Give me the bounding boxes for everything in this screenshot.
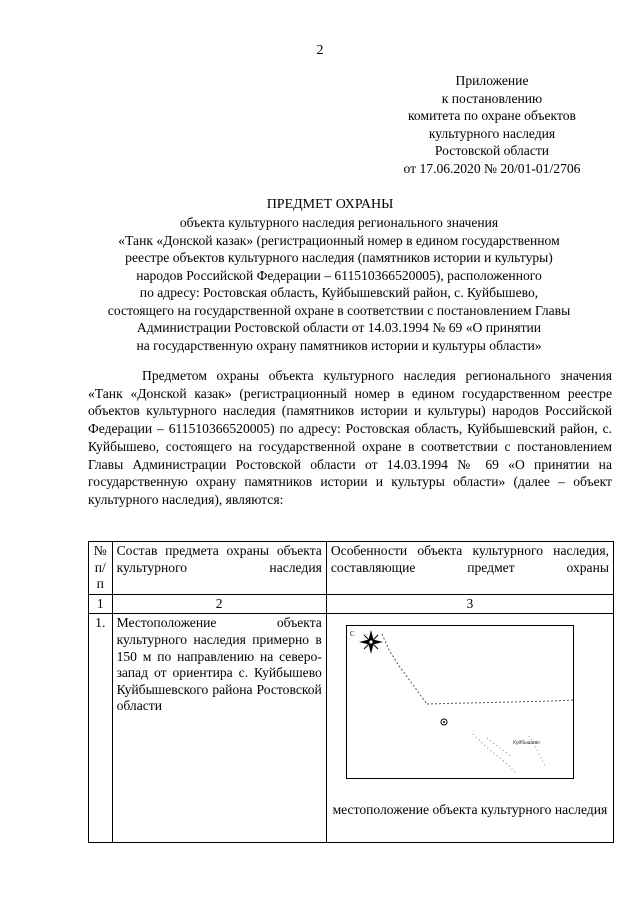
body-paragraph: Предметом охраны объекта культурного наследия регионального значения «Танк «Донской казак» (регистрационный номер в едином государственном реестре объектов культурного наследия (памятников истории и культуры) народов Российской Федерации – 611510366520005) по адресу: Ростовская область, Куйбышевский район, с. Куйбышево, состоящего на государственной охране в соответствии с постановлением Главы Администрации Ростовской области от 14.03.1994 № 69 «О принятии на государственную охрану памятников истории и культуры области» (далее – объект культурного наследия), являются: xyxy=(88,368,612,507)
row-number: 1. xyxy=(89,614,113,843)
subtitle-line: народов Российской Федерации – 611510366520005), расположенного xyxy=(136,267,542,283)
place-label: Куйбышево xyxy=(512,740,540,747)
appendix-line: от 17.06.2020 № 20/01-01/2706 xyxy=(403,160,581,176)
road-line xyxy=(487,738,511,756)
location-map xyxy=(346,625,574,779)
subtitle-line: на государственную охрану памятников истории и культуры области» xyxy=(136,337,542,353)
document-heading: ПРЕДМЕТ ОХРАНЫ xyxy=(266,197,394,212)
appendix-line: комитета по охране объектов xyxy=(408,108,576,123)
column-number: 3 xyxy=(326,594,613,614)
road-line xyxy=(382,634,427,704)
row-features xyxy=(326,614,613,843)
subtitle-line: Администрации Ростовской области от 14.03.1994 № 69 «О принятии xyxy=(136,320,542,335)
document-subtitle xyxy=(88,214,590,354)
appendix-line: к постановлению xyxy=(441,90,543,106)
appendix-block xyxy=(392,72,592,177)
road-line xyxy=(473,734,517,774)
table-column-numbers-row xyxy=(89,594,614,614)
page-number: 2 xyxy=(316,43,324,58)
map-caption: местоположение объекта культурного наследия xyxy=(332,802,608,818)
monument-marker-icon xyxy=(441,719,447,725)
subtitle-line: реестре объектов культурного наследия (памятников истории и культуры) xyxy=(125,250,553,265)
protection-subject-table xyxy=(88,541,614,843)
subtitle-line: по адресу: Ростовская область, Куйбышевский район, с. Куйбышево, xyxy=(139,285,539,300)
appendix-line: культурного наследия xyxy=(428,125,556,141)
road-line xyxy=(427,700,573,704)
column-number: 2 xyxy=(112,594,326,614)
appendix-line: Приложение xyxy=(455,73,529,88)
header-composition: Состав предмета охраны объекта культурного наследия xyxy=(112,542,326,595)
subtitle-line: состоящего на государственной охране в соответствии с постановлением Главы xyxy=(107,302,571,318)
column-number: 1 xyxy=(89,594,113,614)
subtitle-line: «Танк «Донской казак» (регистрационный номер в едином государственном xyxy=(118,232,560,248)
row-composition: Местоположение объекта культурного наследия примерно в 150 м по направлению на северо-запад от ориентира с. Куйбышево Куйбышевского района Ростовской области xyxy=(112,614,326,843)
table-header-row xyxy=(89,542,614,595)
header-features: Особенности объекта культурного наследия, составляющие предмет охраны xyxy=(326,542,613,595)
north-arrow-icon xyxy=(359,630,383,654)
subtitle-line: объекта культурного наследия регионального значения xyxy=(179,215,499,230)
header-number: № п/п xyxy=(89,542,113,595)
north-label: С xyxy=(349,630,355,639)
table-row xyxy=(89,614,614,843)
location-map-drawing xyxy=(347,626,573,778)
appendix-line: Ростовской области xyxy=(434,143,550,158)
